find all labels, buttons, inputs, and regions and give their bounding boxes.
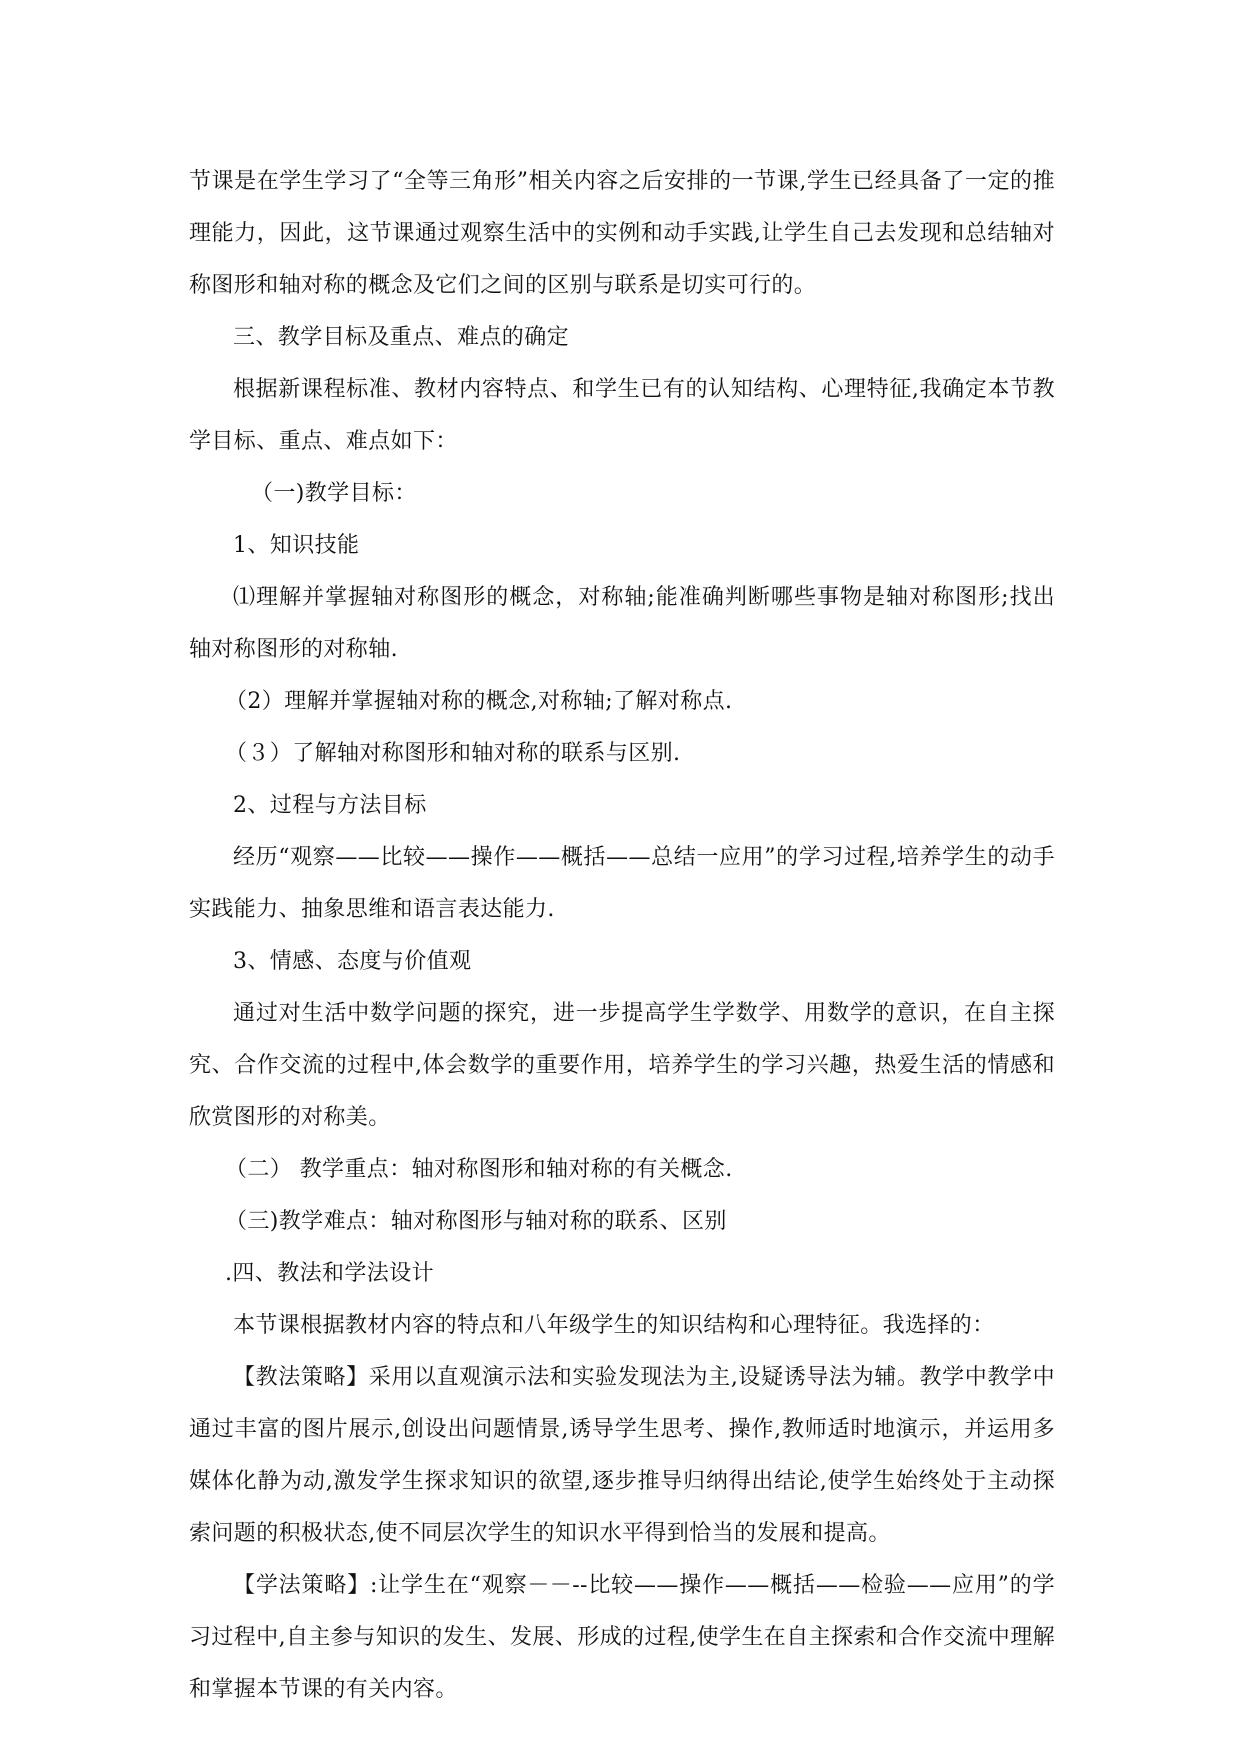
list-item-3: （３）了解轴对称图形和轴对称的联系与区别. — [225, 741, 681, 766]
paragraph-key-point: （二） 教学重点：轴对称图形和轴对称的有关概念. — [225, 1157, 733, 1182]
paragraph-emotion-values: 通过对生活中数学问题的探究，进一步提高学生学数学、用数学的意识，在自主探究、合作交流的过程中,体会数学的重要作用，培养学生的学习兴趣，热爱生活的情感和欣赏图形的对称美。 — [189, 1001, 1055, 1130]
section-heading-methods: .四、教法和学法设计 — [225, 1261, 434, 1286]
subheading-emotion-values: 3、情感、态度与价值观 — [233, 949, 472, 974]
paragraph-process-method: 经历“观察——比较——操作——概括——总结一应用”的学习过程,培养学生的动手实践能力、抽象思维和语言表达能力. — [189, 845, 1055, 922]
subheading-teaching-goals: （一)教学目标： — [251, 481, 417, 506]
subheading-process-method: 2、过程与方法目标 — [233, 793, 427, 818]
subheading-knowledge-skills: 1、知识技能 — [233, 533, 360, 558]
list-item-1: ⑴理解并掌握轴对称图形的概念，对称轴;能准确判断哪些事物是轴对称图形;找出轴对称图形的对称轴. — [189, 585, 1055, 662]
paragraph-goals-intro: 根据新课程标准、教材内容特点、和学生已有的认知结构、心理特征,我确定本节教学目标、重点、难点如下： — [189, 377, 1055, 454]
document-body — [189, 156, 1055, 1716]
list-item-2: （2）理解并掌握轴对称的概念,对称轴;了解对称点. — [225, 689, 733, 714]
paragraph-teaching-strategy: 【教法策略】采用以直观演示法和实验发现法为主,设疑诱导法为辅。教学中教学中通过丰富的图片展示,创设出问题情景,诱导学生思考、操作,教师适时地演示，并运用多媒体化静为动,激发学生探求知识的欲望,逐步推导归纳得出结论,使学生始终处于主动探索问题的积极状态,使不同层次学生的知识水平得到恰当的发展和提高。 — [189, 1365, 1055, 1546]
section-heading-goals: 三、教学目标及重点、难点的确定 — [233, 325, 570, 350]
paragraph-methods-intro: 本节课根据教材内容的特点和八年级学生的知识结构和心理特征。我选择的： — [233, 1313, 995, 1338]
paragraph-intro-continuation: 节课是在学生学习了“全等三角形”相关内容之后安排的一节课,学生已经具备了一定的推理能力，因此，这节课通过观察生活中的实例和动手实践,让学生自己去发现和总结轴对称图形和轴对称的概念及它们之间的区别与联系是切实可行的。 — [189, 169, 1055, 298]
paragraph-learning-strategy: 【学法策略】:让学生在“观察－－--比较——操作——概括——检验——应用”的学习过程中,自主参与知识的发生、发展、形成的过程,使学生在自主探索和合作交流中理解和掌握本节课的有关内容。 — [189, 1573, 1055, 1702]
paragraph-difficult-point: （三)教学难点：轴对称图形与轴对称的联系、区别 — [225, 1209, 727, 1234]
